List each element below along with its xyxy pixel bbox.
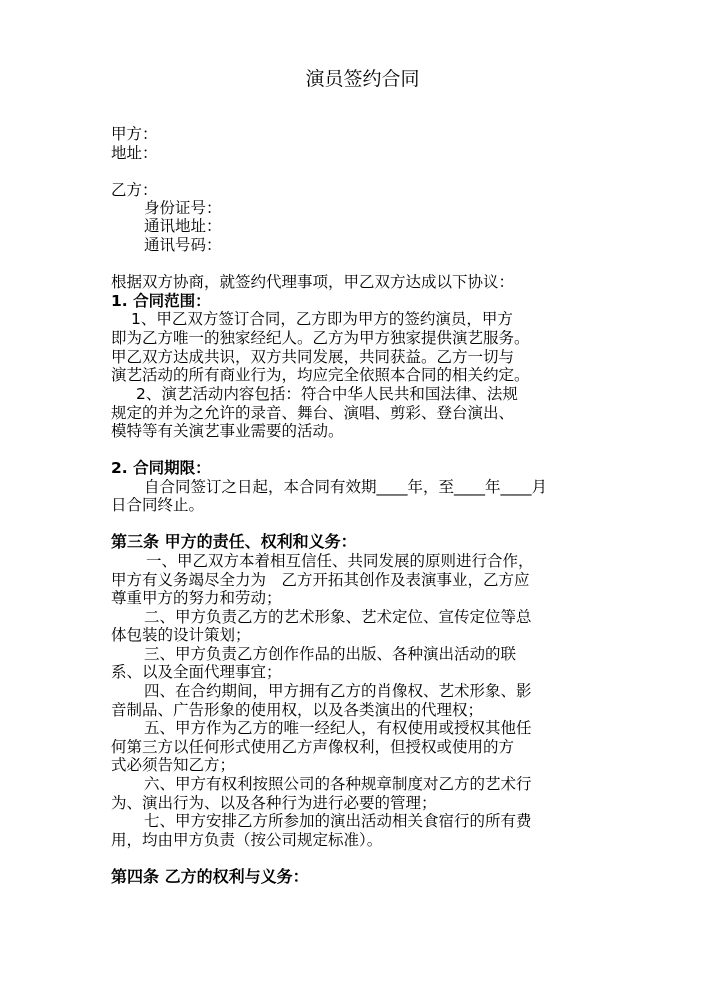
section3-line: 式必须告知乙方； [111, 756, 236, 774]
section3-line: 甲方有义务竭尽全力为 乙方开拓其创作及表演事业，乙方应 [111, 571, 530, 589]
party-a-label: 甲方： [111, 125, 158, 143]
party-b-label: 乙方： [111, 181, 158, 199]
intro-paragraph: 根据双方协商，就签约代理事项，甲乙双方达成以下协议： [111, 273, 515, 291]
section3-line: 四、在合约期间，甲方拥有乙方的肖像权、艺术形象、影 [144, 682, 532, 700]
section1-heading: 1. 合同范围： [111, 292, 211, 310]
section3-line: 体包装的设计策划； [111, 626, 251, 644]
section1-line: 甲乙双方达成共识，双方共同发展，共同获益。乙方一切与 [111, 348, 515, 366]
section1-line: 即为乙方唯一的独家经纪人。乙方为甲方独家提供演艺服务。 [111, 329, 530, 347]
section1-line: 演艺活动的所有商业行为，均应完全依照本合同的相关约定。 [111, 366, 530, 384]
section2-line: 日合同终止。 [111, 496, 205, 514]
section1-line: 模特等有关演艺事业需要的活动。 [111, 422, 344, 440]
section1-line: 1、甲乙双方签订合同，乙方即为甲方的签约演员，甲方 [131, 310, 513, 328]
contract-title: 演员签约合同 [305, 68, 420, 90]
section3-line: 音制品、广告形象的使用权，以及各类演出的代理权； [111, 701, 484, 719]
party-a-address-label: 地址： [111, 144, 158, 162]
section2-line: 自合同签订之日起，本合同有效期____年，至____年____月 [144, 478, 548, 496]
section3-line: 为、演出行为、以及各种行为进行必要的管理； [111, 794, 437, 812]
section2-heading: 2. 合同期限： [111, 459, 211, 477]
section3-line: 用，均由甲方负责（按公司规定标准）。 [111, 831, 383, 849]
section3-line: 七、甲方安排乙方所参加的演出活动相关食宿行的所有费 [144, 812, 532, 830]
section1-line: 2、演艺活动内容包括：符合中华人民共和国法律、法规 [136, 385, 518, 403]
section4-heading: 第四条 乙方的权利与义务： [111, 867, 309, 886]
section1-line: 规定的并为之允许的录音、舞台、演唱、剪彩、登台演出、 [111, 404, 515, 422]
party-b-mail-address-label: 通讯地址： [144, 217, 222, 235]
section3-line: 一、甲乙双方本着相互信任、共同发展的原则进行合作， [146, 552, 534, 570]
section3-heading: 第三条 甲方的责任、权利和义务： [111, 532, 357, 551]
section3-line: 六、甲方有权利按照公司的各种规章制度对乙方的艺术行 [144, 775, 532, 793]
section3-line: 三、甲方负责乙方创作作品的出版、各种演出活动的联 [144, 645, 517, 663]
party-b-id-label: 身份证号： [144, 199, 222, 217]
section3-line: 何第三方以任何形式使用乙方声像权利，但授权或使用的方 [111, 738, 515, 756]
section3-line: 二、甲方负责乙方的艺术形象、艺术定位、宣传定位等总 [144, 608, 532, 626]
section3-line: 五、甲方作为乙方的唯一经纪人，有权使用或授权其他任 [144, 719, 532, 737]
section3-line: 尊重甲方的努力和劳动； [111, 589, 282, 607]
section3-line: 系、以及全面代理事宜； [111, 663, 282, 681]
party-b-phone-label: 通讯号码： [144, 236, 222, 254]
